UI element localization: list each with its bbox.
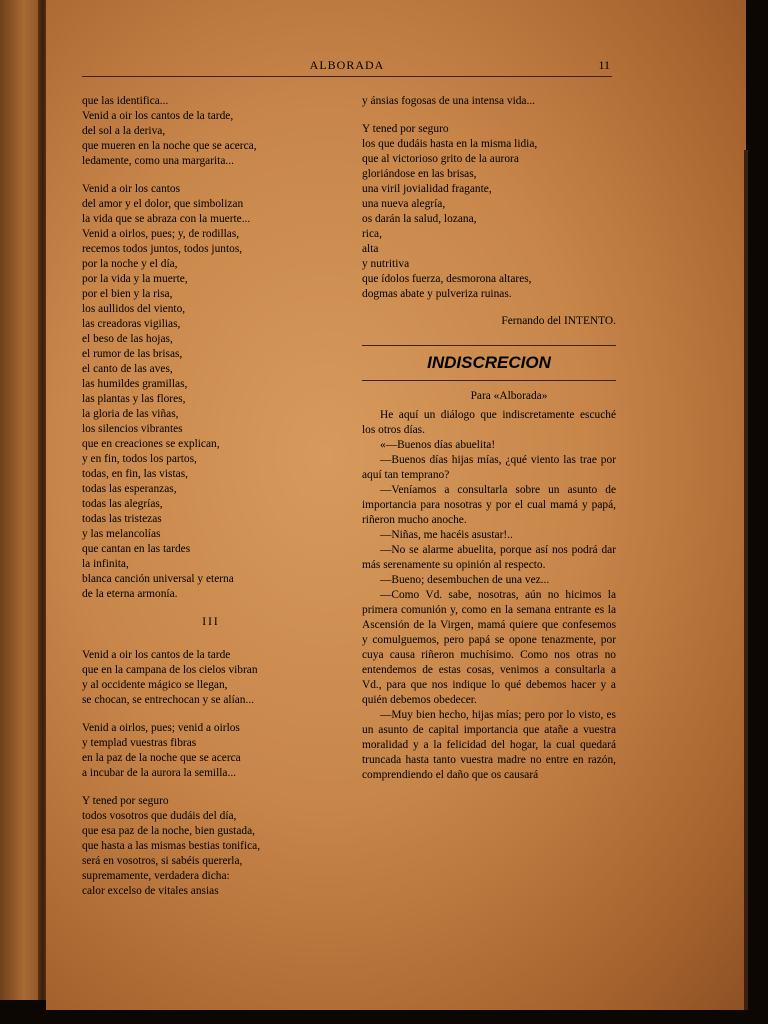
journal-title: ALBORADA (309, 58, 385, 72)
article-paragraph: —Veníamos a consultarla sobre un asunto de importancia para nosotras y por el cual mamá y papá, riñeron mucho anoche. (362, 484, 616, 526)
poem-line: que ídolos fuerza, desmorona altares, (362, 273, 532, 285)
article-title: INDISCRECION (362, 346, 616, 381)
poem-line: y al occidente mágico se llegan, (82, 679, 228, 691)
poem-line: supremamente, verdadera dicha: (82, 870, 230, 882)
poem-signature: Fernando del INTENTO. (501, 315, 616, 327)
article-paragraph: —Niñas, me hacéis asustar!.. (380, 529, 513, 541)
poem-line: calor excelso de vitales ansias (82, 885, 219, 897)
poem-line: Venid a oirlos, pues; venid a oirlos (82, 722, 240, 734)
poem-line: el beso de las hojas, (82, 333, 173, 345)
page-number: 11 (598, 58, 610, 72)
poem-line: el rumor de las brisas, (82, 348, 183, 360)
page-shadow-edge (744, 150, 748, 1010)
poem-stanza (82, 794, 340, 899)
poem-line: será en vosotros, si sabéis quererla, (82, 855, 243, 867)
poem-line: la vida que se abraza con la muerte... (82, 213, 251, 225)
running-header (82, 56, 612, 77)
article-paragraph: «—Buenos días abuelita! (380, 439, 496, 451)
poem-line: por el bien y la risa, (82, 288, 173, 300)
poem-line: los que dudáis hasta en la misma lidia, (362, 138, 538, 150)
poem-line: de la eterna armonía. (82, 588, 178, 600)
poem-stanza (82, 721, 340, 781)
article-paragraph: —Bueno; desembuchen de una vez... (380, 574, 550, 586)
poem-line: y nutritiva (362, 258, 410, 270)
poem-line: rica, (362, 228, 382, 240)
poem-stanza (362, 94, 616, 109)
poem-line: una nueva alegría, (362, 198, 446, 210)
poem-line: las plantas y las flores, (82, 393, 186, 405)
article-paragraph: —Como Vd. sabe, nosotras, aún no hicimos la primera comunión y, como en la semana entrante es la Ascensión de la Virgen, mamá quiere que confesemos y comulguemos, pero papá se opone tenazmente, por cuya causa riñeron muchísimo. Como nos otras no entendemos de estas cosas, venimos a consultarla a Vd., para que nos indique lo qué debemos hacer y a quién debemos obedecer. (362, 589, 616, 706)
poem-line: la gloria de las viñas, (82, 408, 179, 420)
left-column (82, 94, 340, 912)
poem-line: del sol a la deriva, (82, 125, 166, 137)
poem-line: gloriándose en las brisas, (362, 168, 477, 180)
article-paragraph: —Muy bien hecho, hijas mías; pero por lo visto, es un asunto de capital importancia que atañe a vuestra moralidad y a la felicidad del hogar, la cual quedará truncada hasta tanto vuestra madre no entre en razón, comprendiendo el daño que os causará (362, 709, 616, 781)
poem-stanza (82, 94, 340, 169)
poem-stanza (82, 648, 340, 708)
poem-line: Venid a oirlos, pues; y, de rodillas, (82, 228, 240, 240)
poem-line: alta (362, 243, 379, 255)
poem-line: y en fin, todos los partos, (82, 453, 197, 465)
poem-line: que esa paz de la noche, bien gustada, (82, 825, 256, 837)
poem-line: por la vida y la muerte, (82, 273, 188, 285)
poem-stanza (362, 122, 616, 302)
poem-line: por la noche y el día, (82, 258, 178, 270)
poem-line: Y tened por seguro (82, 795, 169, 807)
poem-line: del amor y el dolor, que simbolizan (82, 198, 244, 210)
poem-line: todas, en fin, las vistas, (82, 468, 188, 480)
poem-line: los silencios vibrantes (82, 423, 183, 435)
poem-line: todas las esperanzas, (82, 483, 177, 495)
article-paragraph: He aquí un diálogo que indiscretamente escuché los otros días. (362, 409, 616, 436)
poem-line: ledamente, como una margarita... (82, 155, 234, 167)
section-number: III (202, 616, 220, 628)
poem-stanza (82, 182, 340, 602)
poem-line: una viril jovialidad fragante, (362, 183, 492, 195)
poem-line: todas las alegrías, (82, 498, 163, 510)
poem-line: recemos todos juntos, todos juntos, (82, 243, 243, 255)
poem-line: dogmas abate y pulveriza ruinas. (362, 288, 512, 300)
poem-line: Venid a oir los cantos de la tarde (82, 649, 231, 661)
poem-line: que en la campana de los cielos vibran (82, 664, 258, 676)
poem-line: blanca canción universal y eterna (82, 573, 234, 585)
poem-line: todas las tristezas (82, 513, 162, 525)
poem-line: a incubar de la aurora la semilla... (82, 767, 237, 779)
poem-line: que en creaciones se explican, (82, 438, 220, 450)
poem-line: Y tened por seguro (362, 123, 449, 135)
article-paragraph: —Buenos días hijas mías, ¿qué viento las trae por aquí tan temprano? (362, 454, 616, 481)
poem-line: la infinita, (82, 558, 129, 570)
poem-line: las creadoras vigilias, (82, 318, 181, 330)
poem-line: que mueren en la noche que se acerca, (82, 140, 257, 152)
poem-line: que hasta a las mismas bestias tonifica, (82, 840, 261, 852)
poem-line: y ánsias fogosas de una intensa vida... (362, 95, 536, 107)
poem-line: que las identifica... (82, 95, 169, 107)
poem-line: todos vosotros que dudáis del día, (82, 810, 237, 822)
poem-line: Venid a oir los cantos (82, 183, 181, 195)
article-paragraph: —No se alarme abuelita, porque así nos podrá dar más serenamente su opinión al respecto. (362, 544, 616, 571)
article-dedication: Para «Alborada» (470, 390, 548, 402)
right-column (362, 94, 616, 783)
poem-line: los aullidos del viento, (82, 303, 186, 315)
poem-line: y las melancolías (82, 528, 161, 540)
poem-line: os darán la salud, lozana, (362, 213, 477, 225)
poem-line: se chocan, se entrechocan y se alían... (82, 694, 255, 706)
article-body (362, 408, 616, 783)
poem-line: las humildes gramillas, (82, 378, 188, 390)
poem-line: el canto de las aves, (82, 363, 173, 375)
poem-line: que al victorioso grito de la aurora (362, 153, 519, 165)
poem-line: en la paz de la noche que se acerca (82, 752, 241, 764)
poem-line: Venid a oir los cantos de la tarde, (82, 110, 234, 122)
poem-line: que cantan en las tardes (82, 543, 191, 555)
poem-line: y templad vuestras fibras (82, 737, 197, 749)
